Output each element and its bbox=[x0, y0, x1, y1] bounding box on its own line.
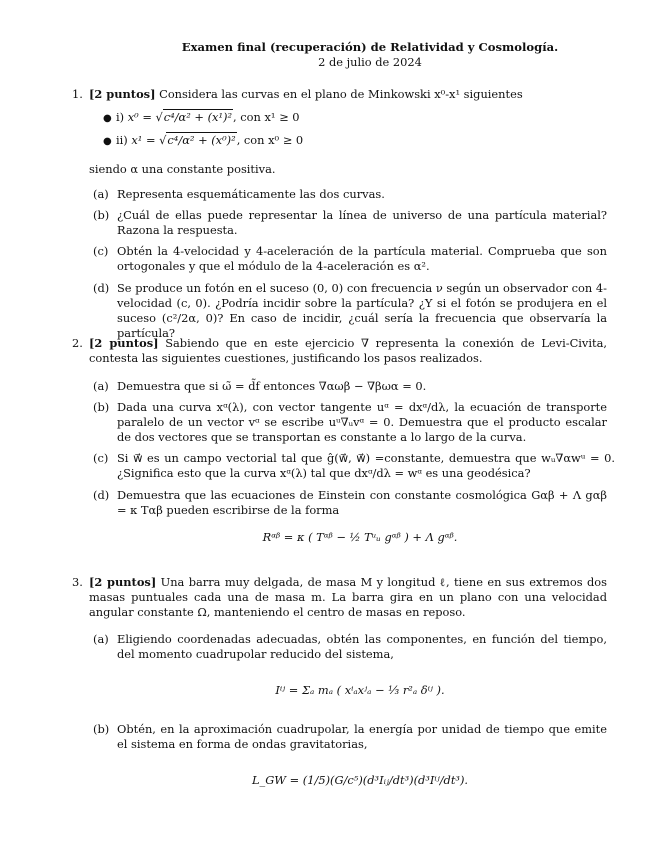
problem-2-part-d: Demuestra que las ecuaciones de Einstein con constante cosmológica Gαβ + Λ gαβ = κ Tαβ pueden escribirse de la forma bbox=[117, 488, 607, 517]
problem-2-part-b: Dada una curva xᵅ(λ), con vector tangente uᵅ = dxᵅ/dλ, la ecuación de transporte paralelo de un vector vᵅ se escribe uᵘ∇ᵤvᵅ = 0. Demuestra que el producto escalar de dos vectores que se transportan es constante a lo largo de la curva. bbox=[117, 400, 607, 444]
part-label: (a) bbox=[93, 379, 109, 393]
einstein-equation: Rᵅᵝ = κ ( Tᵅᵝ − ½ Tᵘᵤ gᵅᵝ ) + Λ gᵅᵝ. bbox=[262, 530, 458, 544]
problem-1-intro-text: Considera las curvas en el plano de Minkowski x⁰-x¹ siguientes bbox=[159, 87, 523, 101]
sqrt-icon: √ bbox=[159, 133, 167, 147]
exam-date: 2 de julio de 2024 bbox=[318, 55, 422, 69]
problem-2-intro bbox=[89, 336, 607, 366]
problem-3-points: [2 puntos] bbox=[89, 575, 157, 589]
bullet-dot-icon: ● bbox=[103, 113, 112, 124]
bullet-sqrt: c⁴/α² + (x¹)² bbox=[163, 110, 233, 124]
bullet-lhs: x⁰ = bbox=[127, 110, 152, 124]
problem-1-after: siendo α una constante positiva. bbox=[89, 162, 276, 176]
problem-1-part-c: Obtén la 4-velocidad y 4-aceleración de la partícula material. Comprueba que son ortogonales y que el módulo de la 4-aceleración es α². bbox=[117, 244, 607, 273]
problem-3-intro bbox=[89, 575, 607, 620]
problem-1-intro bbox=[89, 87, 599, 102]
part-label: (b) bbox=[93, 400, 110, 414]
problem-3-part-a: Eligiendo coordenadas adecuadas, obtén las componentes, en función del tiempo, del momento cuadrupolar reducido del sistema, bbox=[117, 632, 607, 661]
quadrupole-equation: Iⁱʲ = Σₐ mₐ ( xⁱₐxʲₐ − ⅓ r²ₐ δⁱʲ ). bbox=[275, 683, 445, 697]
problem-1-part-a: Representa esquemáticamente las dos curvas. bbox=[117, 187, 385, 201]
problem-3-intro-text: Una barra muy delgada, de masa M y longitud ℓ, tiene en sus extremos dos masas puntuales cada una de masa m. La barra gira en un plano con una velocidad angular constante Ω, manteniendo el centro de masas en reposo. bbox=[89, 575, 607, 619]
part-label: (c) bbox=[93, 451, 109, 465]
problem-1-part-b: ¿Cuál de ellas puede representar la línea de universo de una partícula material? Razona la respuesta. bbox=[117, 208, 607, 237]
bullet-dot-icon: ● bbox=[103, 136, 112, 147]
problem-1-points: [2 puntos] bbox=[89, 87, 156, 101]
part-label: (c) bbox=[93, 244, 109, 258]
part-label: (d) bbox=[93, 488, 110, 502]
problem-2-number: 2. bbox=[72, 336, 83, 350]
part-label: (b) bbox=[93, 722, 110, 736]
part-label: (d) bbox=[93, 281, 110, 295]
bullet-cond: , con x¹ ≥ 0 bbox=[233, 110, 300, 124]
problem-1-number: 1. bbox=[72, 87, 83, 101]
problem-1-bullet-2 bbox=[116, 133, 416, 148]
exam-title: Examen final (recuperación) de Relatividad y Cosmología. bbox=[181, 40, 559, 54]
bullet-sqrt: c⁴/α² + (x⁰)² bbox=[167, 133, 236, 147]
bullet-cond: , con x⁰ ≥ 0 bbox=[236, 133, 304, 147]
problem-2-intro-text: Sabiendo que en este ejercicio ∇ representa la conexión de Levi-Civita, contesta las siguientes cuestiones, justificando los pasos realizados. bbox=[89, 336, 607, 365]
bullet-label: i) bbox=[116, 110, 125, 124]
problem-2-points: [2 puntos] bbox=[89, 336, 159, 350]
problem-1-bullet-1 bbox=[116, 110, 416, 125]
part-label: (a) bbox=[93, 632, 109, 646]
part-label: (b) bbox=[93, 208, 110, 222]
bullet-lhs: x¹ = bbox=[131, 133, 156, 147]
sqrt-icon: √ bbox=[155, 110, 163, 124]
problem-3-part-b: Obtén, en la aproximación cuadrupolar, la energía por unidad de tiempo que emite el sistema en forma de ondas gravitatorias, bbox=[117, 722, 607, 751]
problem-1-part-d: Se produce un fotón en el suceso (0, 0) con frecuencia ν según un observador con 4-velocidad (c, 0). ¿Podría incidir sobre la partícula? ¿Y si el fotón se produjera en el suceso (c²/2α, 0)? En caso de incidir, ¿cuál sería la frecuencia que observaría la partícula? bbox=[117, 281, 607, 340]
problem-2-part-c: Si w⃗ es un campo vectorial tal que ĝ(w⃗, w⃗) =constante, demuestra que wᵤ∇αwᵘ = 0.¿Significa esto que la curva xᵅ(λ) tal que dxᵅ/dλ = wᵅ es una geodésica? bbox=[117, 451, 615, 480]
problem-3-number: 3. bbox=[72, 575, 83, 589]
luminosity-equation: L_GW = (1/5)(G/c⁵)(d³Iᵢⱼ/dt³)(d³Iⁱʲ/dt³). bbox=[251, 773, 469, 787]
problem-2-part-a: Demuestra que si ω̃ = d̃f entonces ∇αωβ − ∇βωα = 0. bbox=[117, 379, 427, 393]
bullet-label: ii) bbox=[116, 133, 128, 147]
part-label: (a) bbox=[93, 187, 109, 201]
